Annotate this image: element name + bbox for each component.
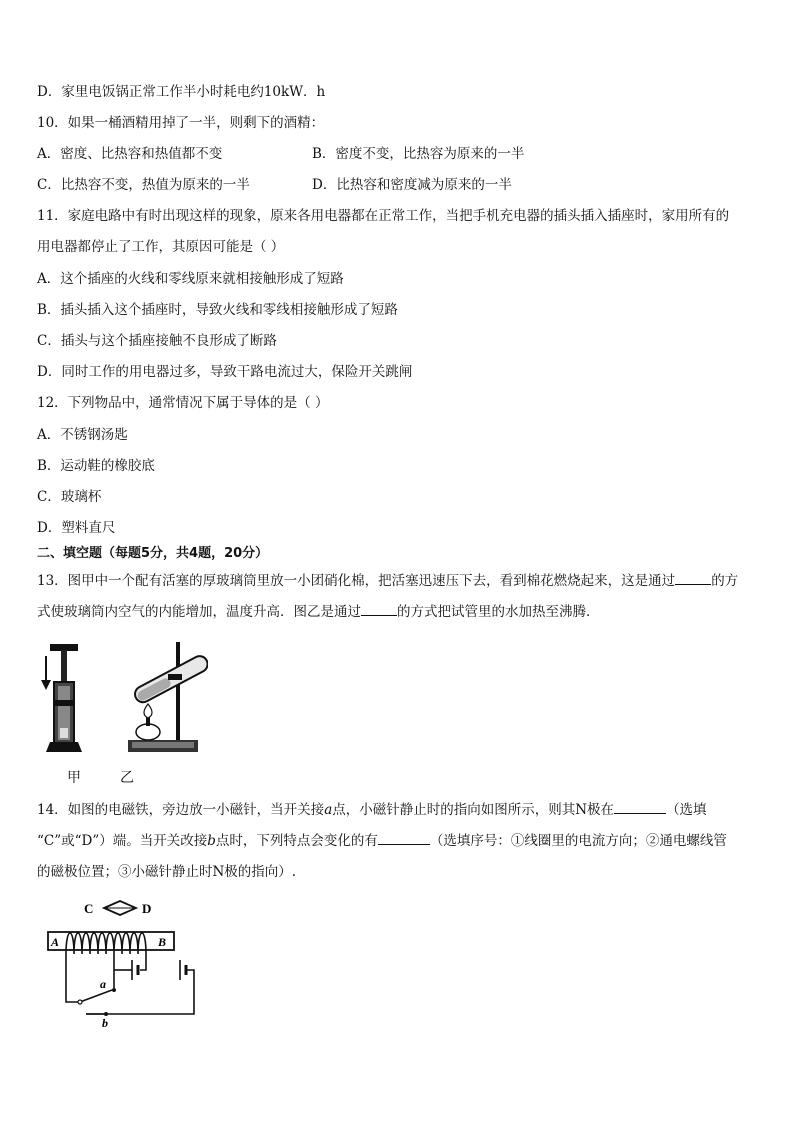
label-end-a: A <box>51 935 60 949</box>
q14-line1-text: 14．如图的电磁铁，旁边放一小磁针，当开关接 <box>37 802 325 818</box>
q12-option-d: D．塑料直尺 <box>37 520 116 536</box>
q10-stem: 10．如果一桶酒精用掉了一半，则剩下的酒精： <box>37 115 325 131</box>
q13-line2-text: 式使玻璃筒内空气的内能增加，温度升高．图乙是通过 <box>37 604 361 620</box>
label-end-b: B <box>158 935 167 949</box>
q11-stem-line1: 11．家庭电路中有时出现这样的现象，原来各用电器都在正常工作，当把手机充电器的插头插入插座时，家用所有的 <box>37 208 730 224</box>
q13-line1 <box>37 572 738 590</box>
q9-option-d: D．家里电饭锅正常工作半小时耗电约10kW．h <box>37 84 326 100</box>
q10-option-b: B．密度不变，比热容为原来的一半 <box>312 146 525 162</box>
section2-heading: 二、填空题（每题5分，共4题，20分） <box>37 546 269 561</box>
q14-line2-tail: （选填序号：①线圈里的电流方向；②通电螺线管 <box>429 833 727 849</box>
q11-stem-line2: 用电器都停止了工作，其原因可能是（ ） <box>37 239 285 255</box>
figure-14-circuit <box>44 896 204 1028</box>
figure-13-illustration <box>36 634 208 762</box>
q13-line2-tail: 的方式把试管里的水加热至沸腾． <box>397 604 600 620</box>
q11-option-b: B．插头插入这个插座时，导致火线和零线相接触形成了短路 <box>37 302 398 318</box>
q14-point-a: a <box>324 802 333 818</box>
figure-13-caption-yi: 乙 <box>120 770 134 786</box>
label-switch-a: a <box>100 977 106 991</box>
q14-point-b: b <box>207 833 216 849</box>
q10-option-d: D．比热容和密度减为原来的一半 <box>312 177 512 193</box>
q14-line2-mid: 点时，下列特点会变化的有 <box>215 833 378 849</box>
q11-option-d: D．同时工作的用电器过多，导致干路电流过大，保险开关跳闸 <box>37 364 413 380</box>
q14-blank-1[interactable] <box>614 801 666 814</box>
q13-line1-tail: 的方 <box>711 573 739 589</box>
label-d: D <box>142 901 152 916</box>
q14-line1-mid: 点，小磁针静止时的指向如图所示，则其N极在 <box>332 802 615 818</box>
q13-blank-1[interactable] <box>675 572 711 585</box>
q10-option-a: A．密度、比热容和热值都不变 <box>37 146 223 162</box>
q12-option-c: C．玻璃杯 <box>37 489 102 505</box>
q13-line2 <box>37 603 600 621</box>
figure-13-caption-jia: 甲 <box>67 770 81 786</box>
q14-line1-tail: （选填 <box>666 802 707 818</box>
q12-option-b: B．运动鞋的橡胶底 <box>37 458 155 474</box>
q10-option-c: C．比热容不变，热值为原来的一半 <box>37 177 250 193</box>
q13-line1-text: 13．图甲中一个配有活塞的厚玻璃筒里放一小团硝化棉，把活塞迅速压下去，看到棉花燃烧起来，这是通过 <box>37 573 676 589</box>
q13-blank-2[interactable] <box>361 603 397 616</box>
q11-option-c: C．插头与这个插座接触不良形成了断路 <box>37 333 277 349</box>
label-switch-b: b <box>102 1016 108 1028</box>
q12-option-a: A．不锈钢汤匙 <box>37 427 128 443</box>
q14-line2 <box>37 832 727 850</box>
q14-line1 <box>37 801 707 819</box>
q14-line3: 的磁极位置；③小磁针静止时N极的指向）. <box>37 864 297 880</box>
q14-blank-2[interactable] <box>378 832 430 845</box>
q14-line2-text: “C”或“D”）端。当开关改接 <box>37 833 208 849</box>
q11-option-a: A．这个插座的火线和零线原来就相接触形成了短路 <box>37 271 344 287</box>
label-c: C <box>84 901 94 916</box>
q12-stem: 12．下列物品中，通常情况下属于导体的是（ ） <box>37 395 329 411</box>
